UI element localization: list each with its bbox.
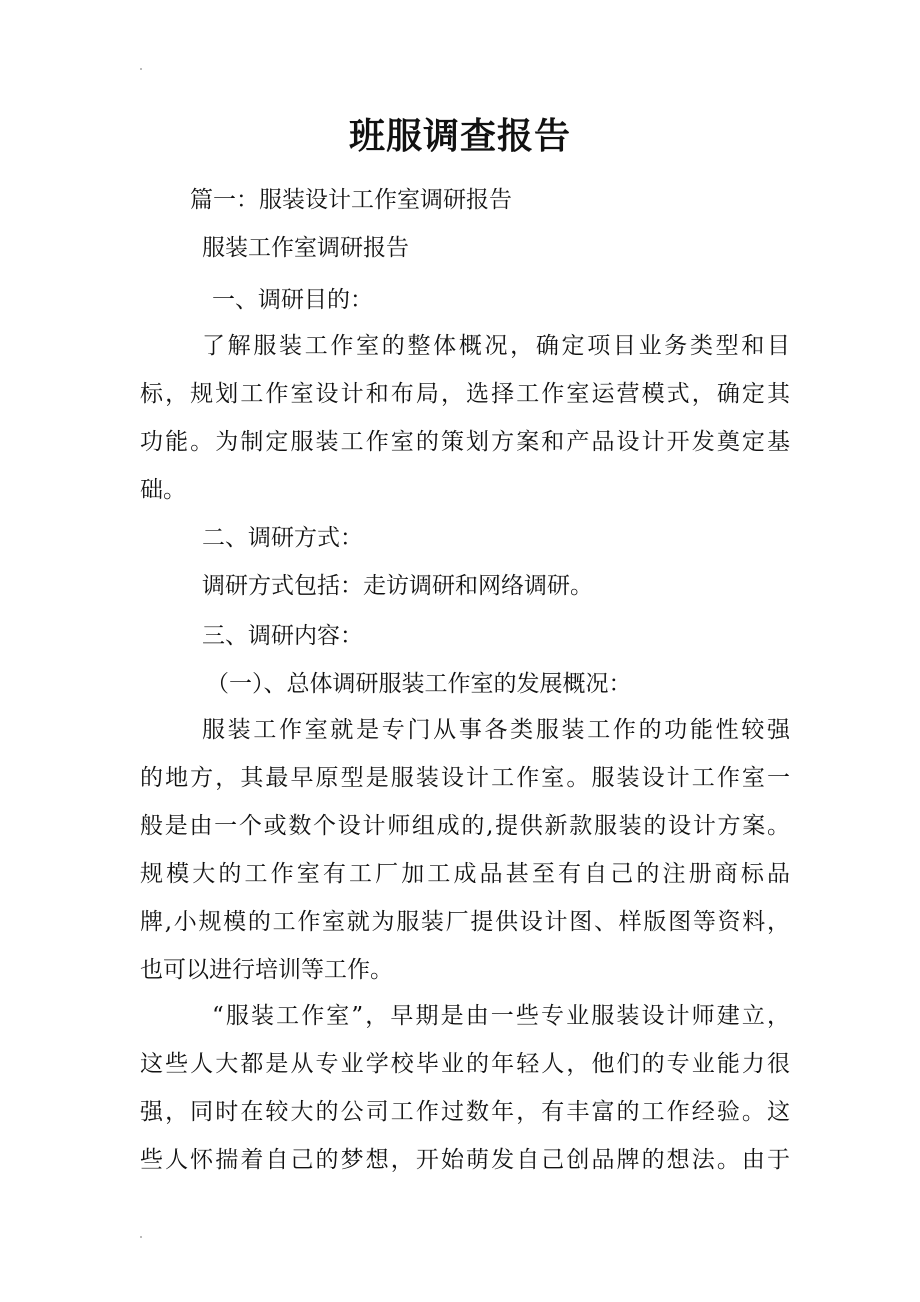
- paragraph-line: 规模大的工作室有工厂加工成品甚至有自己的注册商标品: [140, 861, 790, 887]
- section-3-paragraph-2: [140, 992, 790, 1184]
- section-2-body: 调研方式包括：走访调研和网络调研。: [202, 573, 593, 599]
- section-3-paragraph-1: [140, 706, 790, 994]
- section-1-body: [140, 322, 790, 514]
- section-3-subheading: （一）、总体调研服装工作室的发展概况：: [206, 671, 632, 697]
- paragraph-line: 这些人大都是从专业学校毕业的年轻人，他们的专业能力很: [140, 1051, 790, 1077]
- paragraph-line: 些人怀揣着自己的梦想，开始萌发自己创品牌的想法。由于: [140, 1147, 790, 1173]
- paragraph-line: 牌,小规模的工作室就为服装厂提供设计图、样版图等资料，: [140, 909, 790, 935]
- paragraph-line: 标，规划工作室设计和布局，选择工作室运营模式，确定其: [140, 381, 790, 407]
- paragraph-line: 也可以进行培训等工作。: [140, 957, 393, 983]
- paragraph-line: 了解服装工作室的整体概况，确定项目业务类型和目: [202, 333, 790, 359]
- section-2-heading: 二、调研方式：: [202, 525, 363, 551]
- corner-mark-top: [140, 68, 142, 70]
- paragraph-line: 强，同时在较大的公司工作过数年，有丰富的工作经验。这: [140, 1099, 790, 1125]
- corner-mark-bottom: [140, 1236, 142, 1238]
- paragraph-line: 础。: [140, 477, 186, 503]
- paragraph-line: “服装工作室”，早期是由一些专业服装设计师建立，: [212, 1003, 790, 1029]
- paragraph-line: 的地方，其最早原型是服装设计工作室。服装设计工作室一: [140, 765, 790, 791]
- section-1-heading: 一、调研目的：: [212, 287, 373, 313]
- paragraph-line: 般是由一个或数个设计师组成的,提供新款服装的设计方案。: [140, 813, 790, 839]
- paragraph-line: 服装工作室就是专门从事各类服装工作的功能性较强: [202, 717, 790, 743]
- section-3-heading: 三、调研内容：: [202, 623, 363, 649]
- document-title: 班服调查报告: [348, 115, 571, 157]
- paragraph-line: 功能。为制定服装工作室的策划方案和产品设计开发奠定基: [140, 429, 790, 455]
- subtitle: 篇一：服装设计工作室调研报告: [190, 187, 512, 213]
- report-heading: 服装工作室调研报告: [202, 235, 409, 261]
